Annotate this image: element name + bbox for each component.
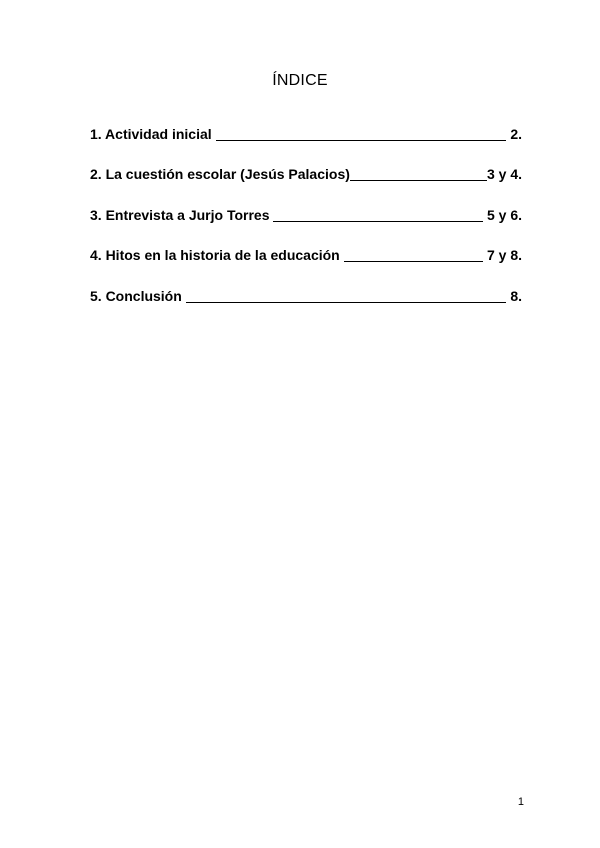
page-number: 1 bbox=[517, 796, 524, 808]
toc-leader-line bbox=[350, 179, 487, 181]
toc-leader-line bbox=[216, 139, 507, 141]
toc-leader-line bbox=[273, 220, 482, 222]
toc-entry-label: 2. La cuestión escolar (Jesús Palacios) bbox=[90, 166, 350, 182]
toc-entry bbox=[90, 194, 522, 235]
toc-entry-label: 4. Hitos en la historia de la educación bbox=[90, 247, 340, 263]
toc-entry bbox=[90, 235, 522, 276]
toc-entry bbox=[90, 113, 522, 154]
toc-leader-line bbox=[186, 301, 507, 303]
table-of-contents bbox=[90, 113, 522, 316]
toc-entry-page: 5 y 6. bbox=[486, 206, 522, 223]
index-title: ÍNDICE bbox=[272, 72, 328, 89]
toc-entry bbox=[90, 154, 522, 195]
toc-entry bbox=[90, 275, 522, 316]
toc-entry-label: 1. Actividad inicial bbox=[90, 125, 212, 142]
toc-entry-label: 3. Entrevista a Jurjo Torres bbox=[90, 206, 270, 223]
toc-entry-page: 3 y 4. bbox=[486, 166, 522, 182]
toc-entry-label: 5. Conclusión bbox=[90, 287, 182, 304]
toc-leader-line bbox=[344, 260, 483, 262]
toc-entry-page: 8. bbox=[510, 287, 522, 304]
toc-entry-page: 2. bbox=[510, 125, 522, 142]
toc-entry-page: 7 y 8. bbox=[486, 247, 522, 263]
